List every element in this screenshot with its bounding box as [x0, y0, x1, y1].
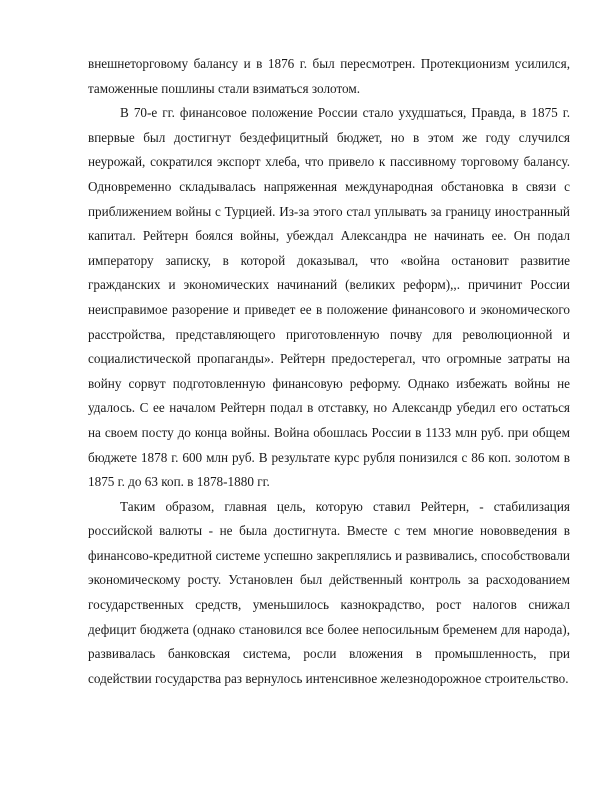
- paragraph-conclusion: Таким образом, главная цель, которую ставил Рейтерн, - стабилизация российской валюты - не была достигнута. Вместе с тем многие нововведения в финансово-кредитной системе успешно закреплялись и развивались, способствовали экономическому росту. Установлен был действенный контроль за расходованием государственных средств, уменьшилось казнокрадство, рост налогов снижал дефицит бюджета (однако становился все более непосильным бременем для народа), развивалась банковская система, росли вложения в промышленность, при содействии государства раз вернулось интенсивное железнодорожное строительство.: [88, 498, 570, 686]
- body-text: [88, 52, 570, 691]
- paragraph-continuation: внешнеторговому балансу и в 1876 г. был пересмотрен. Протекционизм усилился, таможенные пошлины стали взиматься золотом.: [88, 56, 570, 96]
- paragraph-financial-situation: В 70-е гг. финансовое положение России стало ухудшаться, Правда, в 1875 г. впервые был достигнут бездефицитный бюджет, но в этом же году случился неурожай, сократился экспорт хлеба, что привело к пассивному торговому балансу. Одновременно складывалась напряженная международная обстановка в связи с приближением войны с Турцией. Из-за этого стал уплывать за границу иностранный капитал. Рейтерн боялся войны, убеждал Александра не начинать ее. Он подал императору записку, в которой доказывал, что «война остановит развитие гражданских и экономических начинаний (великих реформ),,. причинит России неисправимое разорение и приведет ее в положение финансового и экономического расстройства, представляющего приготовленную почву для революционной и социалистической пропаганды». Рейтерн предостерегал, что огромные затраты на войну сорвут подготовленную финансовую реформу. Однако избежать войны не удалось. С ее началом Рейтерн подал в отставку, но Александр убедил его остаться на своем посту до конца войны. Война обошлась России в 1133 млн руб. при общем бюджете 1878 г. 600 млн руб. В результате курс рубля понизился с 86 коп. золотом в 1875 г. до 63 коп. в 1878-1880 гг.: [88, 105, 570, 490]
